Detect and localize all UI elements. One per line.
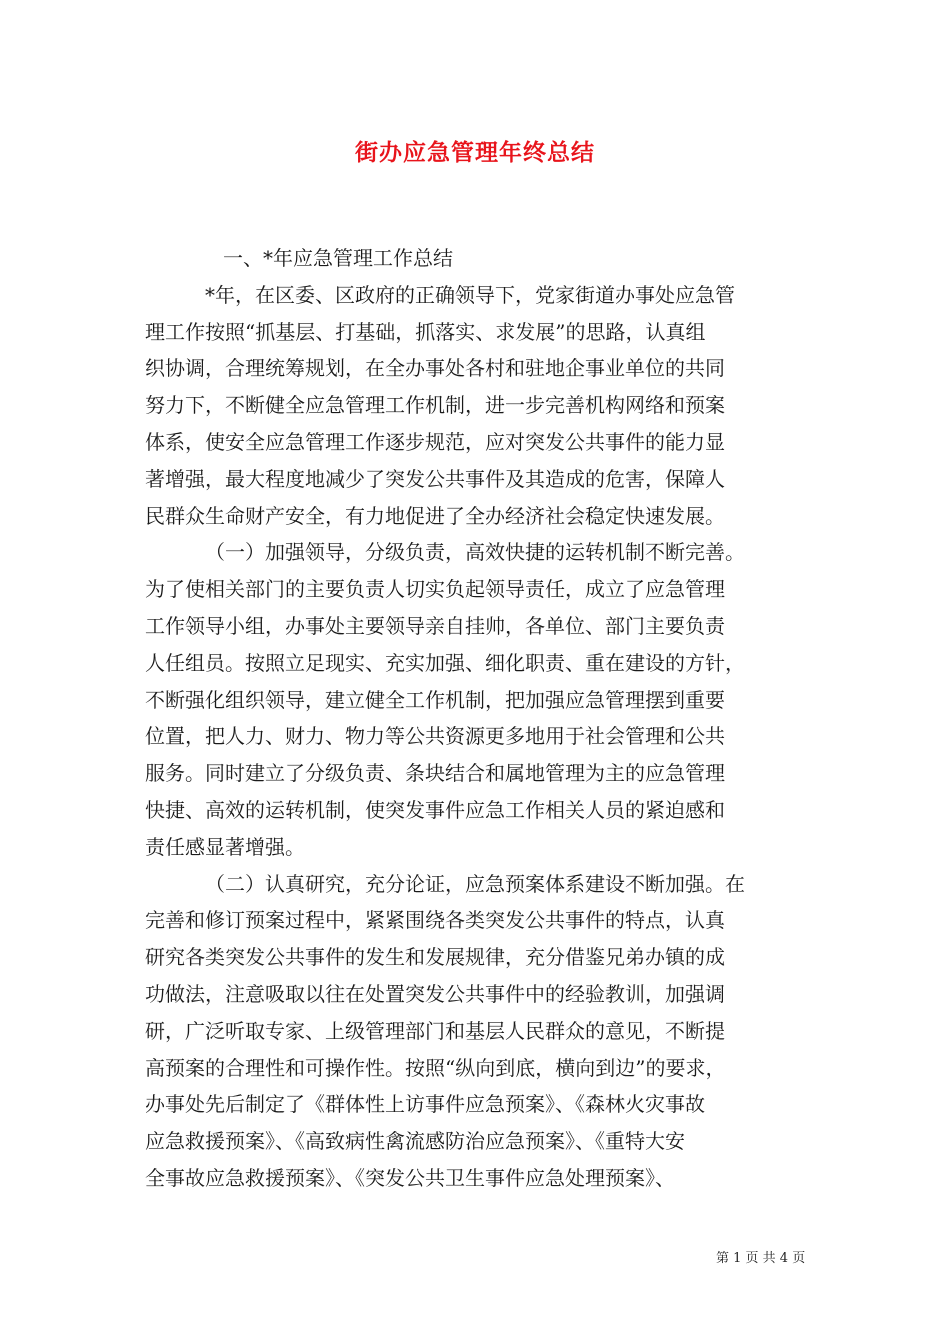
text-line: 工作领导小组，办事处主要领导亲自挂帅，各单位、部门主要负责 (145, 613, 725, 638)
text-line: 理工作按照“抓基层、打基础，抓落实、求发展”的思路，认真组 (145, 319, 706, 344)
text-line: 责任感显著增强。 (145, 834, 305, 859)
text-line: 织协调，合理统筹规划，在全办事处各村和驻地企事业单位的共同 (145, 356, 725, 381)
text-line: 体系，使安全应急管理工作逐步规范，应对突发公共事件的能力显 (145, 429, 725, 454)
text-line: 服务。同时建立了分级负责、条块结合和属地管理为主的应急管理 (145, 761, 725, 786)
text-line: 为了使相关部门的主要负责人切实负起领导责任，成立了应急管理 (145, 577, 725, 602)
text-line: （二）认真研究，充分论证，应急预案体系建设不断加强。在 (205, 871, 745, 896)
text-line: 努力下，不断健全应急管理工作机制，进一步完善机构网络和预案 (145, 393, 725, 418)
section-heading: 一、*年应急管理工作总结 (223, 246, 453, 270)
text-line: 人任组员。按照立足现实、充实加强、细化职责、重在建设的方针， (145, 650, 745, 675)
document-title: 街办应急管理年终总结 (355, 139, 595, 166)
text-line: 全事故应急救援预案》、《突发公共卫生事件应急处理预案》、 (145, 1165, 675, 1190)
text-line: 不断强化组织领导，建立健全工作机制，把加强应急管理摆到重要 (145, 687, 725, 712)
text-line: 快捷、高效的运转机制，使突发事件应急工作相关人员的紧迫感和 (145, 797, 725, 822)
text-line: 高预案的合理性和可操作性。按照“纵向到底，横向到边”的要求， (145, 1055, 726, 1080)
text-line: 民群众生命财产安全，有力地促进了全办经济社会稳定快速发展。 (145, 503, 725, 528)
page-number: 第 1 页 共 4 页 (716, 1251, 806, 1266)
text-line: 完善和修订预案过程中，紧紧围绕各类突发公共事件的特点，认真 (145, 908, 725, 933)
text-line: *年，在区委、区政府的正确领导下，党家街道办事处应急管 (205, 282, 735, 307)
text-line: 研究各类突发公共事件的发生和发展规律，充分借鉴兄弟办镇的成 (145, 945, 725, 970)
text-line: （一）加强领导，分级负责，高效快捷的运转机制不断完善。 (205, 540, 745, 565)
document-body (145, 240, 815, 1197)
text-line: 研，广泛听取专家、上级管理部门和基层人民群众的意见，不断提 (145, 1018, 725, 1043)
text-line: 位置，把人力、财力、物力等公共资源更多地用于社会管理和公共 (145, 724, 725, 749)
text-line: 著增强，最大程度地减少了突发公共事件及其造成的危害，保障人 (145, 466, 725, 491)
text-line: 办事处先后制定了《群体性上访事件应急预案》、《森林火灾事故 (145, 1092, 705, 1117)
text-line: 应急救援预案》、《高致病性禽流感防治应急预案》、《重特大安 (145, 1129, 685, 1154)
text-line: 功做法，注意吸取以往在处置突发公共事件中的经验教训，加强调 (145, 981, 725, 1006)
